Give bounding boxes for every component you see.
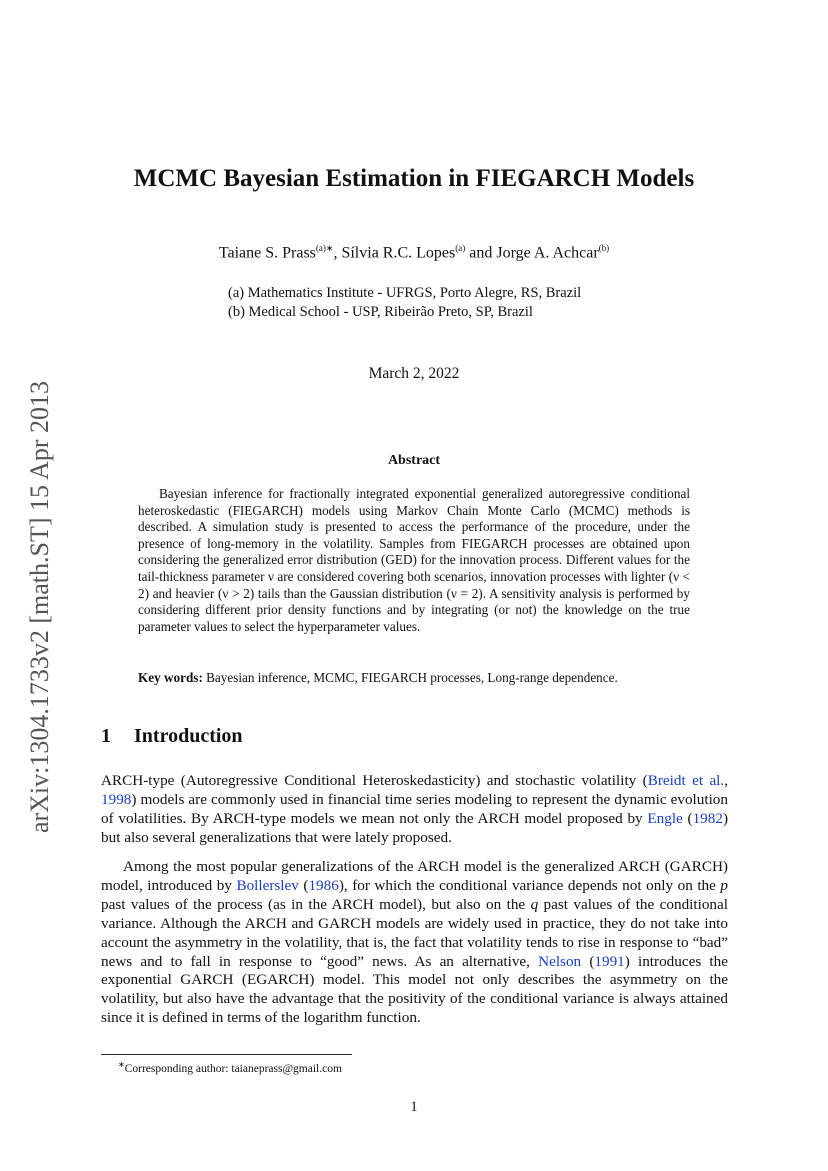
- text-run: past values of the process (as in the ARCH model), but also on the: [101, 895, 531, 913]
- citation-link-breidt[interactable]: Breidt et al.: [647, 772, 725, 789]
- keywords-label: Key words:: [138, 670, 203, 685]
- citation-year-link-engle[interactable]: 1982: [692, 809, 723, 827]
- author-2: Sílvia R.C. Lopes: [341, 244, 456, 262]
- arxiv-stamp-text: arXiv:1304.1733v2 [math.ST] 15 Apr 2013: [25, 380, 55, 834]
- author-3-affiliation: (b): [598, 243, 610, 253]
- section-number: 1: [101, 725, 111, 747]
- citation-year-link-breidt[interactable]: 1998: [101, 790, 132, 808]
- author-line: [0, 243, 828, 262]
- author-1: Taiane S. Prass: [218, 244, 316, 262]
- citation-link-engle[interactable]: Engle: [647, 809, 683, 827]
- paper-title: MCMC Bayesian Estimation in FIEGARCH Models: [133, 165, 695, 192]
- footnote-rule: [101, 1054, 352, 1055]
- text-run: Among the most popular generalizations of the ARCH model is the generalized ARCH (GARCH) model, introduced by: [101, 858, 728, 894]
- corresponding-author-mark[interactable]: ∗: [325, 243, 334, 253]
- footnote-text: Corresponding author: taianeprass@gmail.com: [124, 1062, 342, 1075]
- abstract-heading: Abstract: [387, 453, 441, 468]
- author-separator: ,: [333, 244, 342, 262]
- footnote-mark: ∗: [118, 1060, 125, 1069]
- citation-year-link-nelson[interactable]: 1991: [594, 952, 625, 970]
- text-run: (: [581, 952, 595, 970]
- abstract-text: Bayesian inference for fractionally integrated exponential generalized autoregressive conditional heteroskedastic (FIEGARCH) models using Markov Chain Monte Carlo (MCMC) methods is described. A simulation study is presented to access the performance of the procedure, under the presence of long-memory in the volatility. Samples from FIEGARCH processes are obtained upon considering the generalized error distribution (GED) for the innovation process. Different values for the tail-thickness parameter ν are considered covering both scenarios, innovation processes with lighter (ν < 2) and heavier (ν > 2) tails than the Gaussian distribution (ν = 2). A sensitivity analysis is performed by considering different prior density functions and by integrating (or not) the knowledge on the true parameter values to select the hyperparameter values.: [138, 486, 690, 634]
- author-1-affiliation: (a): [315, 243, 326, 253]
- intro-paragraph-1: [101, 772, 728, 848]
- text-run: ,: [724, 772, 728, 789]
- text-run: past values of the conditional variance. Although the ARCH and GARCH models are widely used in practice, they do not take into account the asymmetry in the volatility, that is, the fact that volatility tends to rise in response to “bad” news and to fall in response to “good” news. As an alternative,: [101, 895, 728, 970]
- text-run: ) models are commonly used in financial time series modeling to represent the dynamic evolution of volatilities. By ARCH-type models we mean not only the ARCH model proposed by: [101, 790, 728, 827]
- text-run: (: [682, 809, 693, 827]
- text-run: ARCH-type (Autoregressive Conditional Heteroskedasticity) and stochastic volatility (: [101, 772, 648, 789]
- page-number: 1: [410, 1099, 418, 1115]
- text-run: ) introduces the exponential GARCH (EGARCH) model. This model not only describes the asymmetry on the volatility, but also have the advantage that the positivity of the conditional variance is always attained since it is defined in terms of the logarithm function.: [101, 952, 728, 1027]
- section-title: Introduction: [134, 725, 243, 747]
- section-heading: [101, 725, 243, 748]
- author-separator: and: [465, 244, 497, 262]
- citation-link-bollerslev[interactable]: Bollerslev: [236, 876, 299, 894]
- keywords-text: Bayesian inference, MCMC, FIEGARCH processes, Long-range dependence.: [202, 670, 618, 685]
- intro-paragraph-2: [101, 858, 728, 1028]
- footnote: [118, 1060, 342, 1075]
- author-2-affiliation: (a): [455, 243, 466, 253]
- affiliation-b: (b) Medical School - USP, Ribeirão Preto, SP, Brazil: [228, 304, 533, 320]
- arxiv-stamp: [22, 357, 58, 857]
- affiliation-a: (a) Mathematics Institute - UFRGS, Porto Alegre, RS, Brazil: [228, 285, 582, 301]
- math-variable-p: p: [720, 876, 728, 894]
- text-run: ), for which the conditional variance depends not only on the: [338, 876, 721, 894]
- text-run: (: [298, 876, 309, 894]
- author-3: Jorge A. Achcar: [496, 244, 599, 262]
- text-run: ) but also several generalizations that were lately proposed.: [101, 809, 728, 846]
- citation-link-nelson[interactable]: Nelson: [538, 952, 582, 970]
- math-variable-q: q: [530, 895, 539, 913]
- citation-year-link-bollerslev[interactable]: 1986: [308, 876, 339, 894]
- paper-date: March 2, 2022: [368, 365, 460, 382]
- keywords: [138, 670, 698, 686]
